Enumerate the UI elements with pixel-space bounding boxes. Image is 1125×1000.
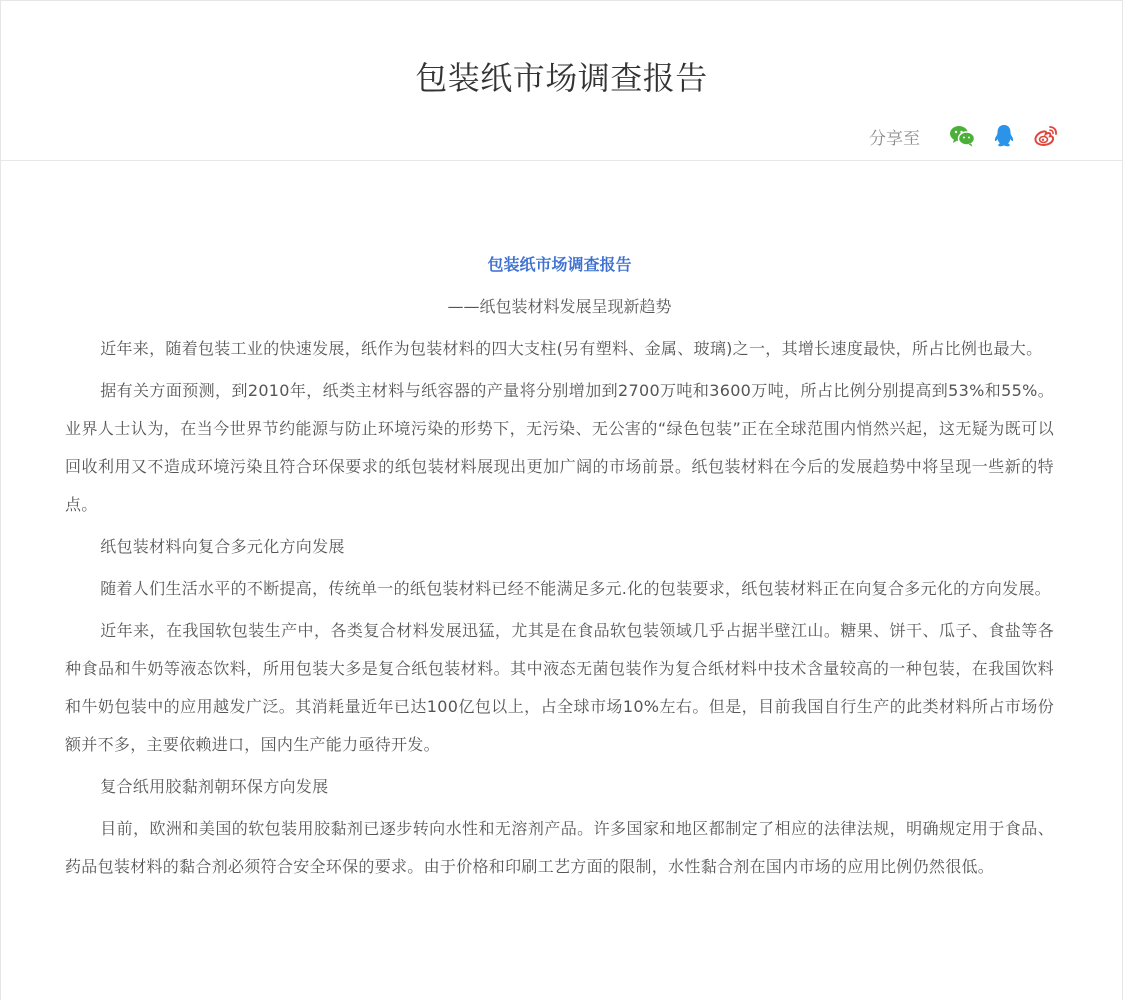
article-body — [65, 161, 1054, 886]
wechat-icon[interactable] — [948, 122, 976, 150]
paragraph: 近年来，随着包装工业的快速发展，纸作为包装材料的四大支柱(另有塑料、金属、玻璃)之一，其增长速度最快，所占比例也最大。 — [100, 339, 1043, 358]
share-label: 分享至 — [869, 128, 920, 149]
article-subheading: ——纸包装材料发展呈现新趋势 — [447, 297, 672, 316]
paragraph: 据有关方面预测，到2010年，纸类主材料与纸容器的产量将分别增加到2700万吨和3600万吨，所占比例分别提高到53%和55%。业界人士认为，在当今世界节约能源与防止环境污染的形势下，无污染、无公害的“绿色包装”正在全球范围内悄然兴起，这无疑为既可以回收利用又不造成环境污染且符合环保要求的纸包装材料展现出更加广阔的市场前景。纸包装材料在今后的发展趋势中将呈现一些新的特点。 — [65, 381, 1054, 514]
section-heading: 纸包装材料向复合多元化方向发展 — [100, 537, 345, 556]
share-bar — [869, 121, 1060, 151]
paragraph: 目前，欧洲和美国的软包装用胶黏剂已逐步转向水性和无溶剂产品。许多国家和地区都制定了相应的法律法规，明确规定用于食品、药品包装材料的黏合剂必须符合安全环保的要求。由于价格和印刷工艺方面的限制，水性黏合剂在国内市场的应用比例仍然很低。 — [65, 819, 1054, 876]
page-title: 包装纸市场调查报告 — [415, 59, 708, 97]
section-heading: 复合纸用胶黏剂朝环保方向发展 — [100, 777, 329, 796]
document-header — [1, 1, 1122, 161]
paragraph: 随着人们生活水平的不断提高，传统单一的纸包装材料已经不能满足多元.化的包装要求，纸包装材料正在向复合多元化的方向发展。 — [100, 579, 1051, 598]
qq-icon[interactable] — [990, 122, 1018, 150]
article-heading: 包装纸市场调查报告 — [487, 255, 632, 274]
weibo-icon[interactable] — [1032, 122, 1060, 150]
paragraph: 近年来，在我国软包装生产中，各类复合材料发展迅猛，尤其是在食品软包装领域几乎占据半壁江山。糖果、饼干、瓜子、食盐等各种食品和牛奶等液态饮料，所用包装大多是复合纸包装材料。其中液态无菌包装作为复合纸材料中技术含量较高的一种包装，在我国饮料和牛奶包装中的应用越发广泛。其消耗量近年已达100亿包以上，占全球市场10%左右。但是，目前我国自行生产的此类材料所占市场份额并不多，主要依赖进口，国内生产能力亟待开发。 — [65, 621, 1054, 754]
